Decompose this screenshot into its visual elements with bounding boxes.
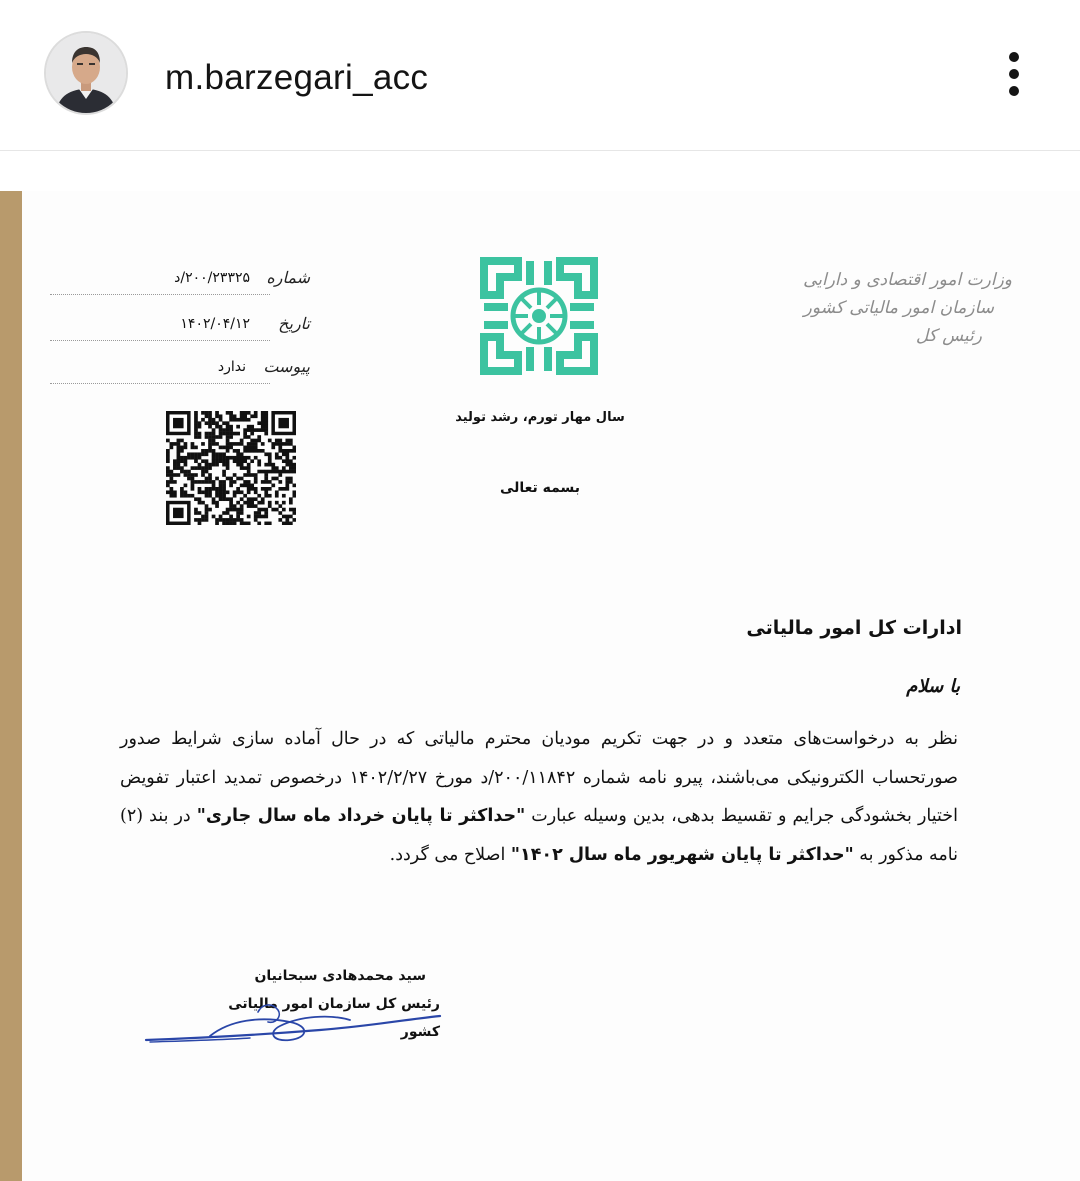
post-header (0, 0, 1080, 151)
qr-code-icon (166, 411, 296, 525)
besme-heading: بسمه تعالی (499, 480, 581, 496)
ref-number-label: شماره (266, 268, 310, 287)
ref-date-label: تاریخ (278, 314, 310, 333)
letterhead-ministry (800, 266, 1012, 396)
ref-date (120, 314, 310, 344)
signature (140, 990, 450, 1050)
avatar[interactable] (44, 31, 128, 115)
dotted-line (50, 294, 270, 295)
body-text-part: نظر به درخواست‌های متعدد و در جهت تکریم مودیان محترم مالیاتی که در حال آماده سازی شرایط صدور صورتحساب الکترونیکی می‌باشند، پیرو نامه شماره ۲۰۰/۱۱۸۴۲/د مورخ ۱۴۰۲/۲/۲۷ درخصوص تمدید اعتبار تفویض اختیار بخشودگی جرایم و تقسیط بدهی، بدین وسیله عبارت (120, 729, 958, 826)
emblem-icon (478, 255, 600, 377)
tax-organization-logo (478, 255, 600, 377)
qr-code (166, 411, 296, 525)
body-quote: "حداکثر تا پایان شهریور ماه سال ۱۴۰۲" (510, 844, 854, 865)
letterhead-line: سازمان امور مالیاتی کشور (803, 298, 994, 318)
letter-body (120, 720, 958, 874)
folder-edge (0, 191, 22, 1181)
ref-attachment-value: ندارد (217, 359, 246, 375)
profile-photo (46, 33, 126, 113)
year-slogan: سال مهار تورم، رشد تولید (455, 410, 625, 425)
ref-attachment (120, 357, 310, 387)
body-text-part: در بند (۲) نامه مذکور به (120, 806, 958, 865)
salutation: با سلام (906, 676, 960, 697)
letterhead-line: وزارت امور اقتصادی و دارایی (803, 270, 1012, 290)
signer-title: رئیس کل سازمان امور مالیاتی کشور (228, 996, 440, 1040)
body-quote: "حداکثر تا پایان خرداد ماه سال جاری" (196, 806, 526, 826)
letterhead-line: رئیس کل (915, 326, 982, 346)
body-text-part: اصلاح می گردد. (389, 844, 511, 865)
ref-attachment-label: پیوست (263, 357, 310, 376)
signature-icon (140, 990, 450, 1050)
dotted-line (50, 383, 270, 384)
signer-name: سید محمدهادی سبحانیان (254, 968, 426, 984)
recipient: ادارات کل امور مالیاتی (746, 617, 962, 639)
dotted-line (50, 340, 270, 341)
ref-number (120, 268, 310, 298)
more-vertical-icon[interactable] (996, 48, 1032, 100)
ref-number-value: ۲۰۰/۲۳۳۲۵/د (174, 270, 250, 286)
username[interactable]: m.barzegari_acc (165, 58, 429, 97)
ref-date-value: ۱۴۰۲/۰۴/۱۲ (180, 316, 250, 332)
